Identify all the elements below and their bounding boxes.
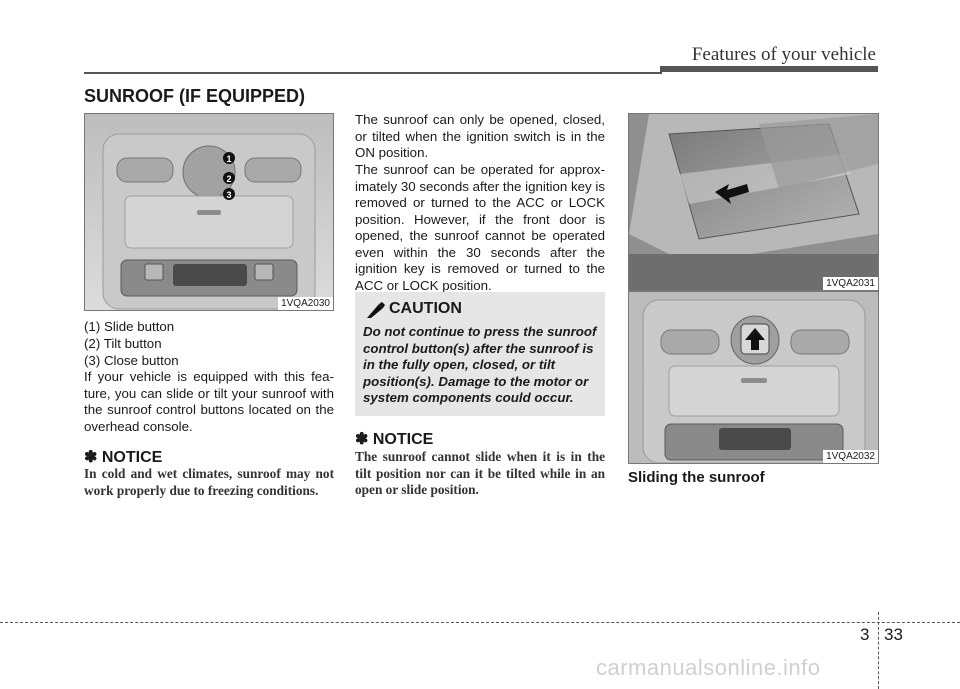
notice-text: In cold and wet climates, sunroof may not work properly due to freezing conditions.: [84, 466, 334, 498]
sunroof-roof-illustration: [629, 114, 878, 290]
list-item-slide: (1) Slide button: [84, 319, 175, 334]
overhead-console-illustration: [85, 114, 333, 310]
svg-text:1: 1: [226, 154, 232, 164]
console-button-photo: [628, 291, 879, 464]
list-item-close: (3) Close button: [84, 353, 179, 368]
intro-paragraph: If your vehicle is equipped with this feature, you can slide or tilt your sunroof with the sunroof control buttons located on the overhead console.: [84, 369, 334, 434]
footer-rule: [0, 622, 960, 623]
list-item-tilt: (2) Tilt button: [84, 336, 162, 351]
caution-heading: CAUTION: [389, 300, 462, 317]
figure-code: 1VQA2031: [823, 277, 878, 290]
console-button-illustration: [629, 292, 878, 463]
numbered-marker-1: [223, 152, 235, 164]
header-rule-accent: [660, 66, 878, 72]
figure-code: 1VQA2032: [823, 450, 878, 463]
svg-text:3: 3: [226, 190, 232, 200]
section-title: SUNROOF (IF EQUIPPED): [84, 86, 306, 106]
watermark: carmanualsonline.info: [596, 655, 821, 680]
numbered-marker-2: [223, 172, 235, 184]
notice-heading: ✽ NOTICE: [84, 449, 163, 466]
page-number: 33: [884, 625, 903, 644]
footer-divider: [878, 612, 879, 689]
overhead-console-photo: [84, 113, 334, 311]
figure-code: 1VQA2030: [278, 297, 333, 310]
timing-paragraph: The sunroof can be operated for approximately 30 seconds after the ignition key is removed or turned to the ACC or LOCK position. However, if the front door is opened, the sunroof cannot be operated even within the 30 seconds after the ignition key is removed or turned to the ACC or LOCK position.: [355, 162, 605, 293]
ignition-paragraph: The sunroof can only be opened, closed, or tilted when the ignition switch is in the ON position.: [355, 112, 605, 160]
chapter-number: 3: [860, 625, 870, 644]
header-rule: [84, 72, 662, 74]
caution-icon: [365, 302, 385, 318]
svg-text:2: 2: [226, 174, 232, 184]
notice-text-2: The sunroof cannot slide when it is in the tilt position nor can it be tilted while in an open or slide position.: [355, 449, 605, 497]
sliding-subheading: Sliding the sunroof: [628, 469, 765, 486]
numbered-marker-3: [223, 188, 235, 200]
caution-box: [355, 292, 605, 416]
caution-text: Do not continue to press the sunroof control button(s) after the sunroof is in the fully open, closed, or tilt position(s). Damage to the motor or system components could occur.: [363, 324, 597, 405]
header-title: Features of your vehicle: [691, 44, 876, 65]
sunroof-roof-photo: [628, 113, 879, 291]
notice-heading-2: ✽ NOTICE: [355, 431, 434, 448]
